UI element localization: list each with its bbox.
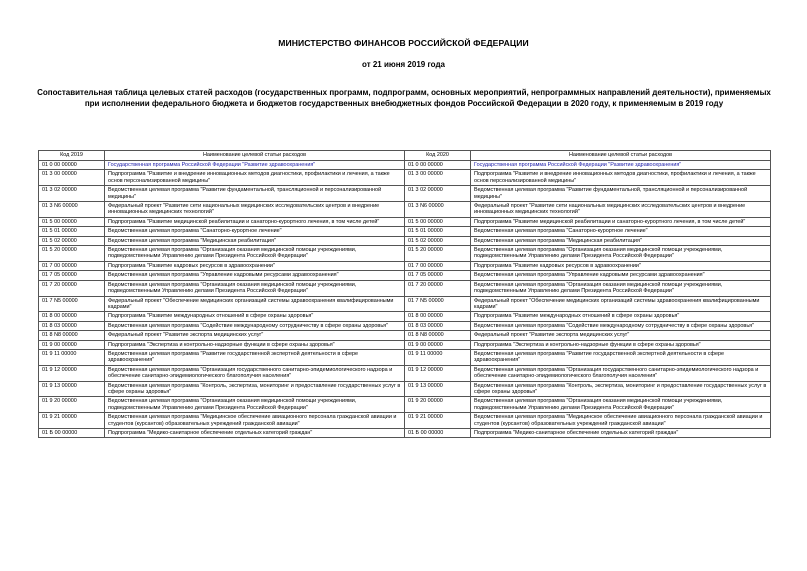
name-2020-cell: Ведомственная целевая программа "Развитие фундаментальной, трансляционной и персонализированной медицины" [471,186,771,202]
code-2020-cell: 01 9 21 00000 [405,413,471,429]
code-2020-cell: 01 7 N5 00000 [405,296,471,312]
name-2019-cell: Ведомственная целевая программа "Организация оказания медицинской помощи учреждениями, подведомственными Управлению делами Президента Российской Федерации" [105,280,405,296]
name-2019-cell: Ведомственная целевая программа "Содействие международному сотрудничеству в сфере охраны здоровья" [105,321,405,330]
header-code-2019: Код 2019 [39,151,105,161]
table-row [39,227,771,236]
name-2019-cell: Ведомственная целевая программа "Организация оказания медицинской помощи учреждениями, подведомственными Управлению делами Президента Российской Федерации" [105,246,405,262]
table-row [39,331,771,340]
code-2020-cell: 01 7 05 00000 [405,271,471,280]
header-name-2019: Наименование целевой статьи расходов [105,151,405,161]
code-2020-cell: 01 0 00 00000 [405,161,471,170]
name-2020-cell: Ведомственная целевая программа "Санаторно-курортное лечение" [471,227,771,236]
table-row [39,236,771,245]
name-2020-cell: Федеральный проект "Развитие экспорта медицинских услуг" [471,331,771,340]
code-2019-cell: 01 8 N8 00000 [39,331,105,340]
table-row [39,280,771,296]
name-2020-cell: Подпрограмма "Развитие международных отношений в сфере охраны здоровья" [471,312,771,321]
name-2019-cell: Ведомственная целевая программа "Медицинская реабилитация" [105,236,405,245]
name-2019-cell[interactable]: Государственная программа Российской Федерации "Развитие здравоохранения" [105,161,405,170]
table-row [39,365,771,381]
name-2020-cell: Ведомственная целевая программа "Контроль, экспертиза, мониторинг и предоставление государственных услуг в сфере охраны здоровья" [471,381,771,397]
name-2020-cell: Ведомственная целевая программа "Управление кадровыми ресурсами здравоохранения" [471,271,771,280]
table-row [39,161,771,170]
table-row [39,170,771,186]
document-title: Сопоставительная таблица целевых статей расходов (государственных программ, подпрограмм, основных мероприятий, непрограммных направлений деятельности), применяемых при исполнении федерального бюджета и бюджетов государственных внебюджетных фондов Российской Федерации в 2020 году, к применяемым в 2019 году [37,88,771,108]
name-2019-cell: Ведомственная целевая программа "Контроль, экспертиза, мониторинг и предоставление государственных услуг в сфере охраны здоровья" [105,381,405,397]
name-2020-cell: Ведомственная целевая программа "Медицинское обеспечение авиационного персонала гражданской авиации и студентов (курсантов) образовательных учреждений гражданской авиации" [471,413,771,429]
code-2020-cell: 01 5 02 00000 [405,236,471,245]
name-2020-cell: Ведомственная целевая программа "Организация оказания медицинской помощи учреждениями, подведомственными Управлению делами Президента Российской Федерации" [471,397,771,413]
header-name-2020: Наименование целевой статьи расходов [471,151,771,161]
name-2019-cell: Ведомственная целевая программа "Организация оказания медицинской помощи учреждениями, подведомственными Управлению делами Президента Российской Федерации" [105,397,405,413]
table-row [39,349,771,365]
code-2019-cell: 01 Б 00 00000 [39,429,105,438]
code-2019-cell: 01 5 00 00000 [39,217,105,226]
table-row [39,202,771,218]
code-2019-cell: 01 5 02 00000 [39,236,105,245]
table-row [39,413,771,429]
name-2020-cell[interactable]: Государственная программа Российской Федерации "Развитие здравоохранения" [471,161,771,170]
code-2020-cell: 01 9 12 00000 [405,365,471,381]
code-2020-cell: 01 9 13 00000 [405,381,471,397]
code-2019-cell: 01 9 00 00000 [39,340,105,349]
name-2020-cell: Ведомственная целевая программа "Развитие государственной экспертной деятельности в сфере здравоохранения" [471,349,771,365]
code-2019-cell: 01 3 02 00000 [39,186,105,202]
name-2019-cell: Ведомственная целевая программа "Санаторно-курортное лечение" [105,227,405,236]
table-row [39,217,771,226]
name-2020-cell: Подпрограмма "Медико-санитарное обеспечение отдельных категорий граждан" [471,429,771,438]
header-code-2020: Код 2020 [405,151,471,161]
document-date: от 21 июня 2019 года [362,60,445,69]
name-2019-cell: Подпрограмма "Медико-санитарное обеспечение отдельных категорий граждан" [105,429,405,438]
code-2019-cell: 01 9 13 00000 [39,381,105,397]
table-row [39,296,771,312]
name-2020-cell: Подпрограмма "Экспертиза и контрольно-надзорные функции в сфере охраны здоровья" [471,340,771,349]
code-2019-cell: 01 5 20 00000 [39,246,105,262]
code-2019-cell: 01 8 03 00000 [39,321,105,330]
name-2020-cell: Ведомственная целевая программа "Медицинская реабилитация" [471,236,771,245]
name-2019-cell: Подпрограмма "Экспертиза и контрольно-надзорные функции в сфере охраны здоровья" [105,340,405,349]
code-2020-cell: 01 5 00 00000 [405,217,471,226]
name-2020-cell: Ведомственная целевая программа "Организация государственного санитарно-эпидемиологического надзора и обеспечение санитарно-эпидемиологического благополучия населения" [471,365,771,381]
code-2020-cell: 01 9 11 00000 [405,349,471,365]
code-2019-cell: 01 3 N6 00000 [39,202,105,218]
table-row [39,246,771,262]
code-2020-cell: 01 3 00 00000 [405,170,471,186]
code-2020-cell: 01 8 03 00000 [405,321,471,330]
name-2019-cell: Подпрограмма "Развитие и внедрение инновационных методов диагностики, профилактики и лечения, а также основ персонализированной медицины" [105,170,405,186]
name-2019-cell: Подпрограмма "Развитие международных отношений в сфере охраны здоровья" [105,312,405,321]
code-2020-cell: 01 3 02 00000 [405,186,471,202]
code-2020-cell: 01 7 00 00000 [405,261,471,270]
code-2020-cell: 01 5 01 00000 [405,227,471,236]
name-2020-cell: Федеральный проект "Обеспечение медицинских организаций системы здравоохранения квалифицированными кадрами" [471,296,771,312]
code-2019-cell: 01 7 N5 00000 [39,296,105,312]
code-2020-cell: 01 8 N8 00000 [405,331,471,340]
table-row [39,261,771,270]
code-2019-cell: 01 7 00 00000 [39,261,105,270]
table-row [39,340,771,349]
code-2020-cell: 01 Б 00 00000 [405,429,471,438]
code-2019-cell: 01 3 00 00000 [39,170,105,186]
name-2019-cell: Федеральный проект "Обеспечение медицинских организаций системы здравоохранения квалифицированными кадрами" [105,296,405,312]
name-2020-cell: Ведомственная целевая программа "Организация оказания медицинской помощи учреждениями, подведомственными Управлению делами Президента Российской Федерации" [471,246,771,262]
name-2020-cell: Ведомственная целевая программа "Организация оказания медицинской помощи учреждениями, подведомственными Управлению делами Президента Российской Федерации" [471,280,771,296]
code-2020-cell: 01 5 20 00000 [405,246,471,262]
table-row [39,271,771,280]
code-2019-cell: 01 7 05 00000 [39,271,105,280]
comparison-table [38,150,771,438]
code-2019-cell: 01 9 12 00000 [39,365,105,381]
ministry-heading: МИНИСТЕРСТВО ФИНАНСОВ РОССИЙСКОЙ ФЕДЕРАЦИИ [278,38,529,48]
name-2019-cell: Ведомственная целевая программа "Медицинское обеспечение авиационного персонала гражданской авиации и студентов (курсантов) образовательных учреждений гражданской авиации" [105,413,405,429]
name-2020-cell: Подпрограмма "Развитие и внедрение инновационных методов диагностики, профилактики и лечения, а также основ персонализированной медицины" [471,170,771,186]
table-header-row [39,151,771,161]
name-2020-cell: Федеральный проект "Развитие сети национальных медицинских исследовательских центров и внедрение инновационных медицинских технологий" [471,202,771,218]
code-2020-cell: 01 3 N6 00000 [405,202,471,218]
name-2019-cell: Федеральный проект "Развитие экспорта медицинских услуг" [105,331,405,340]
table-row [39,312,771,321]
table-row [39,321,771,330]
name-2019-cell: Ведомственная целевая программа "Управление кадровыми ресурсами здравоохранения" [105,271,405,280]
name-2019-cell: Федеральный проект "Развитие сети национальных медицинских исследовательских центров и внедрение инновационных медицинских технологий" [105,202,405,218]
code-2019-cell: 01 9 11 00000 [39,349,105,365]
name-2019-cell: Подпрограмма "Развитие медицинской реабилитации и санаторно-курортного лечения, в том числе детей" [105,217,405,226]
table-row [39,381,771,397]
code-2020-cell: 01 7 20 00000 [405,280,471,296]
code-2020-cell: 01 8 00 00000 [405,312,471,321]
name-2019-cell: Ведомственная целевая программа "Развитие государственной экспертной деятельности в сфере здравоохранения" [105,349,405,365]
table-row [39,429,771,438]
name-2019-cell: Ведомственная целевая программа "Организация государственного санитарно-эпидемиологического надзора и обеспечение санитарно-эпидемиологического благополучия населения" [105,365,405,381]
name-2019-cell: Ведомственная целевая программа "Развитие фундаментальной, трансляционной и персонализированной медицины" [105,186,405,202]
code-2020-cell: 01 9 00 00000 [405,340,471,349]
name-2019-cell: Подпрограмма "Развитие кадровых ресурсов в здравоохранении" [105,261,405,270]
code-2019-cell: 01 9 21 00000 [39,413,105,429]
code-2019-cell: 01 7 20 00000 [39,280,105,296]
code-2019-cell: 01 8 00 00000 [39,312,105,321]
code-2019-cell: 01 0 00 00000 [39,161,105,170]
name-2020-cell: Ведомственная целевая программа "Содействие международному сотрудничеству в сфере охраны здоровья" [471,321,771,330]
name-2020-cell: Подпрограмма "Развитие кадровых ресурсов в здравоохранении" [471,261,771,270]
code-2019-cell: 01 9 20 00000 [39,397,105,413]
table-row [39,397,771,413]
table-row [39,186,771,202]
name-2020-cell: Подпрограмма "Развитие медицинской реабилитации и санаторно-курортного лечения, в том числе детей" [471,217,771,226]
code-2019-cell: 01 5 01 00000 [39,227,105,236]
code-2020-cell: 01 9 20 00000 [405,397,471,413]
table-body [39,161,771,438]
